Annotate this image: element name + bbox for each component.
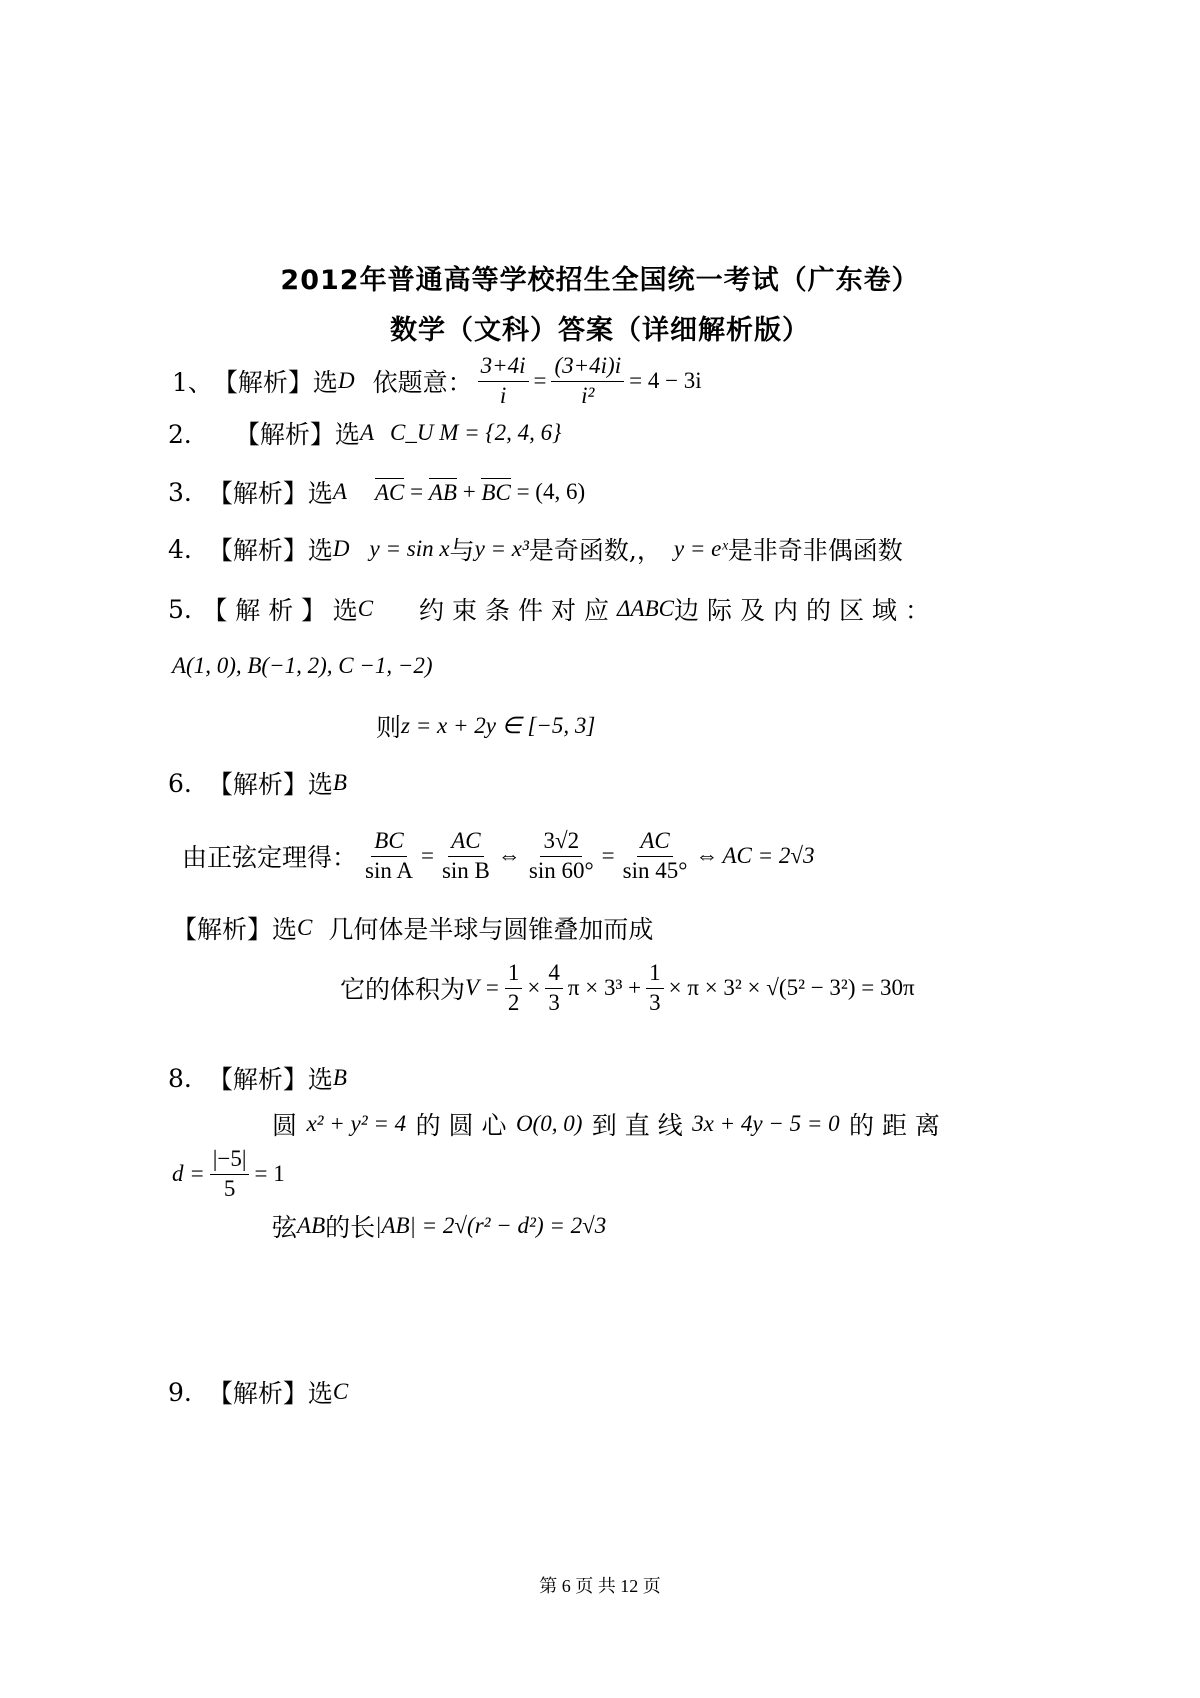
answer-8: 8. 【解析】 选 B bbox=[168, 1063, 347, 1094]
page-footer: 第 6 页 共 12 页 bbox=[539, 1576, 661, 1596]
fraction: $\frac{1}{2}$ bbox=[505, 960, 523, 1016]
answer-5-result: 则 z = x + 2y ∈ [−5, 3] bbox=[376, 713, 596, 742]
vector-ac: AC bbox=[374, 480, 405, 505]
answer-3: 3. 【解析】 选 A AC = AB + BC = (4, 6) bbox=[168, 477, 586, 508]
answer-8-chord: 弦 AB 的长 |AB| = 2√(r² − d²) = 2√3 bbox=[272, 1213, 607, 1242]
fraction: $\frac{4}{3}$ bbox=[545, 960, 563, 1016]
answer-6: 6. 【解析】 选 B bbox=[168, 768, 347, 799]
answer-9: 9. 【解析】 选 C bbox=[168, 1377, 349, 1408]
answer-7-volume: 它的体积为 V = $\frac{1}{2}$ × $\frac{4}{3}$ π × 3³ + $\frac{1}{3}$ × π × 3² × √(5² − 3²) = 30π bbox=[340, 960, 915, 1015]
answer-4: 4. 【解析】 选 D y = sin x 与 y = x³ 是奇函数,， y = eˣ 是非奇非偶函数 bbox=[168, 534, 903, 565]
answer-2: 2． 【解析】 选 A C_U M = {2, 4, 6} bbox=[168, 420, 562, 449]
page-title: 2012年普通高等学校招生全国统一考试（广东卷） bbox=[280, 265, 920, 296]
vector-bc: BC bbox=[481, 480, 511, 505]
fraction: $\frac{AC}{\text{sin B}}$ bbox=[441, 828, 490, 883]
answer-8-distance: d = $\frac{|-5|}{5}$ = 1 bbox=[172, 1146, 285, 1201]
fraction: $\frac{AC}{\sin 45^\circ}$ bbox=[622, 828, 688, 883]
answer-5: 5. 【 解 析 】 选 C 约束条件对应 ΔABC 边际及内的区域： bbox=[168, 594, 938, 625]
page-subtitle: 数学（文科）答案（详细解析版） bbox=[390, 315, 810, 346]
answer-7: 【解析】 选 C 几何体是半球与圆锥叠加而成 bbox=[172, 915, 654, 944]
answer-8-circle: 圆 x² + y² = 4 的 圆 心 O(0, 0) 到 直 线 3x + 4y − 5 = 0 的 距 离 bbox=[272, 1111, 940, 1140]
vector-ab: AB bbox=[428, 480, 457, 505]
fraction: $\frac{3√2}{\sin 60^\circ}$ bbox=[528, 828, 594, 883]
fraction: $\frac{3+4i}{i}$ bbox=[478, 353, 529, 409]
fraction: $\frac{|-5|}{5}$ bbox=[210, 1146, 250, 1202]
answer-6-derivation: 由正弦定理得： $\frac{BC}{\text{sin A}}$ = $\frac{AC}{\text{sin B}}$ ⇔ $\frac{3√2}{\sin 60^\circ}$ = $\frac{AC}{\sin 45^\circ}$ ⇔ AC = 2√3 bbox=[182, 828, 815, 883]
answer-5-points: A(1, 0), B(−1, 2), C −1, −2) bbox=[172, 653, 433, 678]
fraction: $\frac{BC}{\text{sin A}}$ bbox=[365, 828, 413, 883]
fraction: $\frac{1}{3}$ bbox=[646, 960, 664, 1016]
fraction: $\frac{(3+4i)i}{\text{i²}}$ bbox=[551, 353, 624, 409]
math-expression: C_U M = {2, 4, 6} bbox=[390, 420, 562, 445]
answer-1: 1、 【解析】 选 D 依题意： $\frac{3+4i}{i}$ = $\frac{(3+4i)i}{\text{i²}}$ = 4 − 3i bbox=[172, 353, 702, 408]
